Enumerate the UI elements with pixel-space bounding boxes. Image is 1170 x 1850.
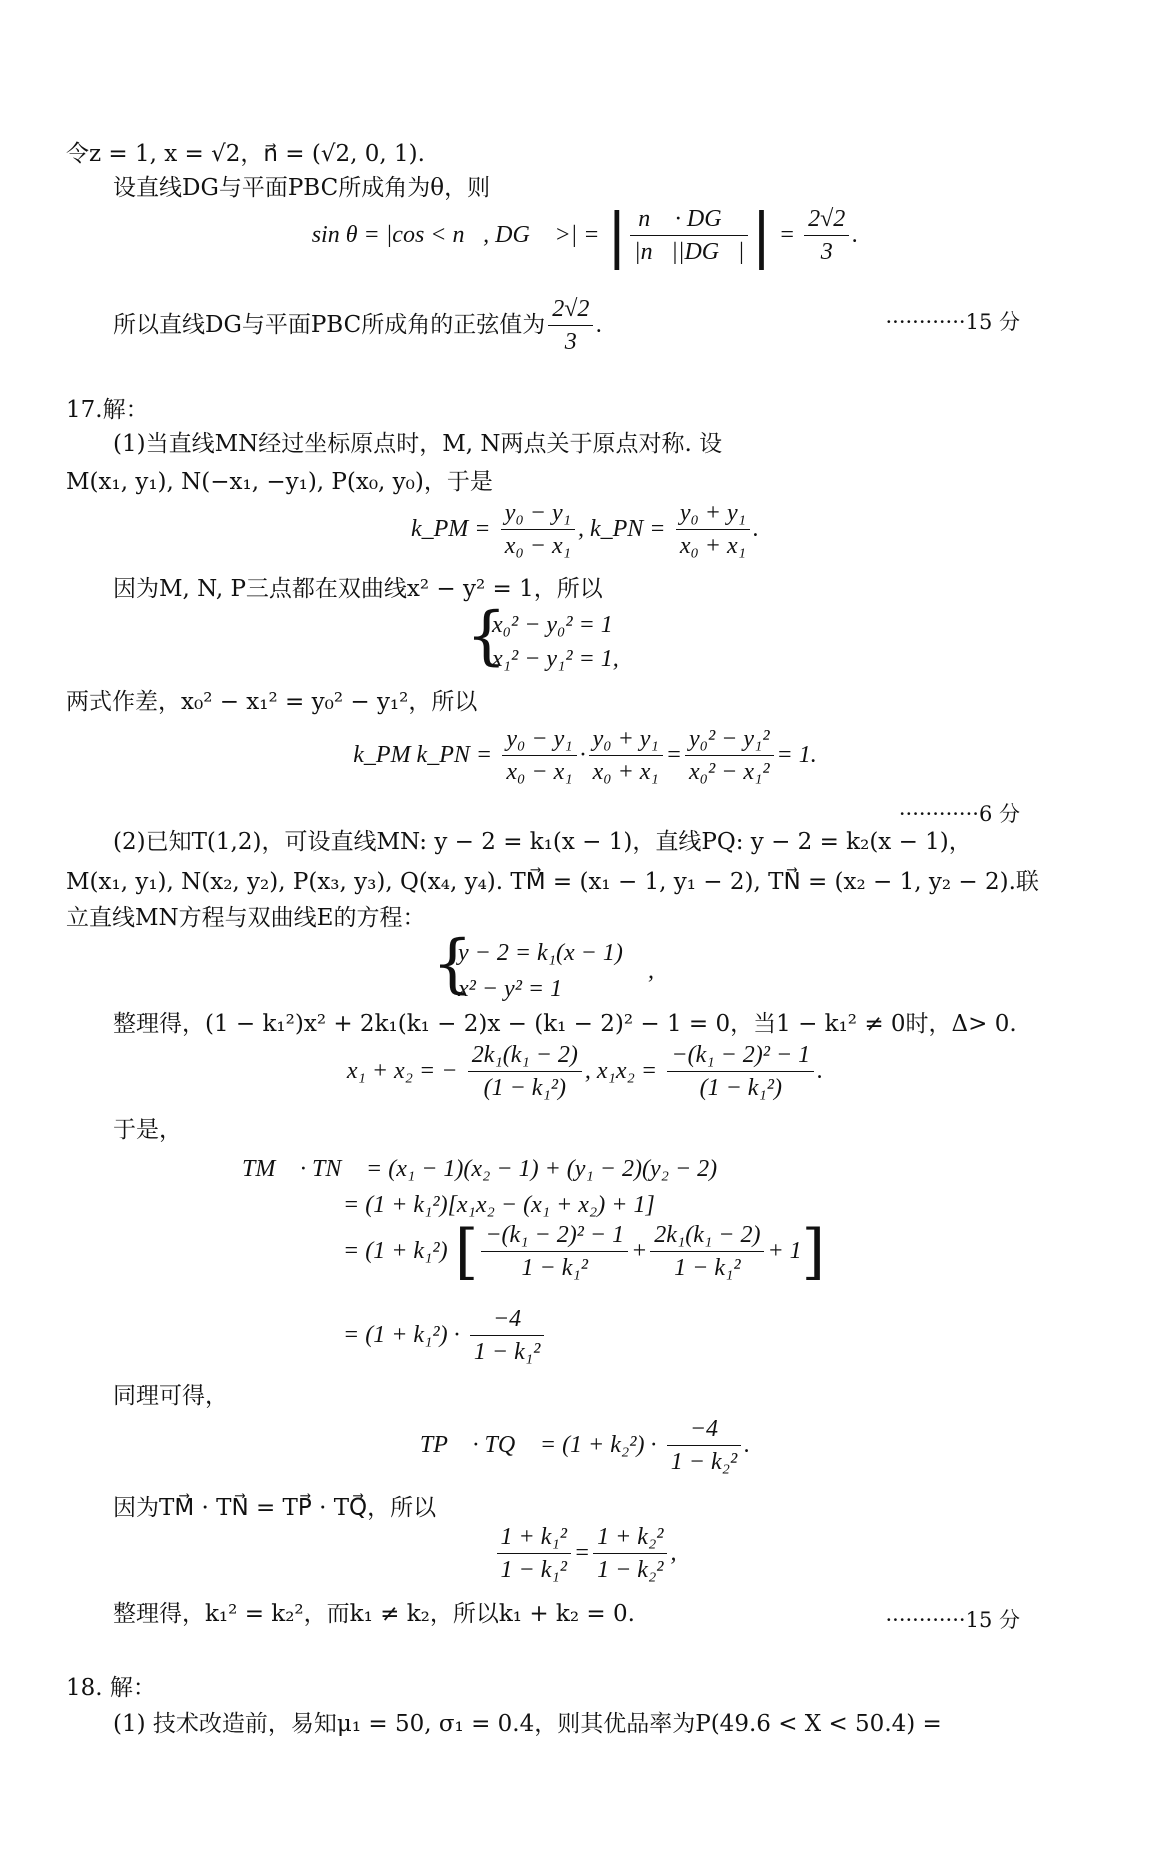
q17-p1: (1)当直线MN经过坐标原点时，M, N两点关于原点对称. 设	[113, 431, 723, 457]
product-result: = 1.	[776, 741, 817, 768]
sys2-eq1: y − 2 = k₁(x − 1)	[458, 940, 623, 966]
q17-p7: 立直线MN方程与双曲线E的方程：	[66, 905, 426, 931]
q17-product: k_PM k_PN = $\frac{\text{y₀ − y₁}}{\text{x₀ − x₁}}$ · $\frac{\text{y₀ + y₁}}{\text{x₀ + x₁}}$ = $\frac{\text{y₀² − y₁²}}{\text{x₀² − x₁²}}$ = 1.	[353, 726, 817, 786]
q17-p11: 因为TM⃗ · TN⃗ = TP⃗ · TQ⃗，所以	[113, 1495, 437, 1521]
frac-prod1: $\frac{\text{y₀ − y₁}}{\text{x₀ − x₁}}$	[502, 726, 576, 786]
q17-vieta: x₁ + x₂ = − $\frac{\text{2k₁(k₁ − 2)}}{\text{(1 − k₁²)}}$ , x₁x₂ = $\frac{\text{−(k₁ − 2)² − 1}}{\text{(1 − k₁²)}}$ .	[346, 1042, 824, 1102]
line4-left: = (1 + k₁²) ·	[343, 1321, 460, 1348]
score-15-q16: ············15 分	[885, 310, 1020, 334]
tp-tq-line: TP⃗ · TQ⃗ = (1 + k₂²) · $\frac{-4}{\text{1 − k₂²}}$ .	[419, 1416, 751, 1476]
q16-line1: 令z = 1, x = √2，n⃗ = (√2, 0, 1).	[66, 141, 425, 167]
bracket-open: [	[454, 1216, 479, 1287]
q17-slopes: k_PM = $\frac{\text{y₀ − y₁}}{\text{x₀ − x₁}}$ , k_PN = $\frac{\text{y₀ + y₁}}{\text{x₀ + x₁}}$ .	[410, 500, 759, 560]
frac-vieta-prod: $\frac{\text{−(k₁ − 2)² − 1}}{\text{(1 − k₁²)}}$	[667, 1042, 814, 1102]
frac-prod2: $\frac{\text{y₀ + y₁}}{\text{x₀ + x₁}}$	[589, 726, 663, 786]
sin-left: sin θ = |cos < n⃗, DG⃗ >| =	[311, 221, 600, 248]
sys1-eq2: x₁² − y₁² = 1,	[492, 646, 619, 672]
tp-left: TP⃗ · TQ⃗ = (1 + k₂²) ·	[419, 1431, 657, 1458]
frac-ratio-2: $\frac{\text{1 + k₂²}}{\text{1 − k₂²}}$	[593, 1524, 667, 1584]
line3-tail: + 1	[767, 1237, 802, 1264]
frac-prod3: $\frac{\text{y₀² − y₁²}}{\text{x₀² − x₁²}}$	[685, 726, 774, 786]
frac-result: $\frac{2√2}{3}$	[804, 206, 849, 266]
equal-ratio-line: $\frac{\text{1 + k₁²}}{\text{1 − k₁²}}$ = $\frac{\text{1 + k₂²}}{\text{1 − k₂²}}$ ,	[0, 1524, 1170, 1584]
vieta-prod-left: , x₁x₂ =	[584, 1057, 658, 1084]
q17-p12: 整理得，k₁² = k₂²，而k₁ ≠ k₂，所以k₁ + k₂ = 0.	[113, 1601, 635, 1627]
frac-kpm: $\frac{\text{y₀ − y₁}}{\text{x₀ − x₁}}$	[501, 500, 575, 560]
frac-ratio-1: $\frac{\text{1 + k₁²}}{\text{1 − k₁²}}$	[497, 1524, 571, 1584]
kpm-label: k_PM =	[410, 515, 491, 542]
sys2-eq2: x² − y² = 1	[458, 976, 563, 1002]
frac-kpn: $\frac{\text{y₀ + y₁}}{\text{x₀ + x₁}}$	[676, 500, 750, 560]
q16-conclusion: 所以直线DG与平面PBC所成角的正弦值为	[113, 311, 546, 338]
q18-p1: (1) 技术改造前，易知μ₁ = 50, σ₁ = 0.4，则其优品率为P(49.6 < X < 50.4) =	[113, 1711, 942, 1737]
frac-e4: $\frac{-4}{\text{1 − k₁²}}$	[470, 1306, 544, 1366]
score-15-q17: ············15 分	[885, 1608, 1020, 1632]
q17-p2: M(x₁, y₁), N(−x₁, −y₁), P(x₀, y₀)，于是	[66, 469, 493, 495]
line3-left: = (1 + k₁²)	[343, 1237, 448, 1264]
dot-product-line4	[343, 1306, 547, 1366]
left-brace-2: {	[432, 927, 473, 1001]
q17-p6: M(x₁, y₁), N(x₂, y₂), P(x₃, y₃), Q(x₄, y₄). TM⃗ = (x₁ − 1, y₁ − 2), TN⃗ = (x₂ − 1, y₂ − 2).联	[66, 869, 1039, 895]
abs-open: |	[606, 200, 627, 271]
sys2-comma: ,	[648, 958, 654, 984]
q16-line4: 所以直线DG与平面PBC所成角的正弦值为 $\frac{2√2}{3}$ .	[113, 296, 603, 356]
bracket-close: ]	[801, 1216, 826, 1287]
frac-e3-2: $\frac{\text{2k₁(k₁ − 2)}}{\text{1 − k₁²}}$	[650, 1222, 764, 1282]
left-brace: {	[466, 599, 507, 673]
frac-vieta-sum: $\frac{\text{2k₁(k₁ − 2)}}{\text{(1 − k₁²)}}$	[468, 1042, 582, 1102]
system-line-hyperbola	[432, 927, 692, 1010]
frac-sine-value: $\frac{2√2}{3}$	[548, 296, 593, 356]
q17-heading: 17.解：	[66, 397, 149, 423]
product-left: k_PM k_PN =	[353, 741, 493, 768]
q17-p8: 整理得，(1 − k₁²)x² + 2k₁(k₁ − 2)x − (k₁ − 2)² − 1 = 0，当1 − k₁² ≠ 0时，Δ> 0.	[113, 1011, 1017, 1037]
q16-sin-formula: sin θ = |cos < n⃗, DG⃗ >| = | $\frac{n⃗ \cdot DG⃗}{|n⃗||DG⃗|}$ | = $\frac{2√2}{3}$ .	[311, 200, 859, 271]
q17-p9: 于是，	[113, 1117, 182, 1143]
q16-line2: 设直线DG与平面PBC所成角为θ，则	[113, 175, 491, 201]
q17-p5: (2)已知T(1,2)，可设直线MN: y − 2 = k₁(x − 1)，直线PQ: y − 2 = k₂(x − 1)，	[113, 829, 972, 855]
dot-product-line3: = (1 + k₁²) [ $\frac{\text{−(k₁ − 2)² − 1}}{\text{1 − k₁²}}$ + $\frac{\text{2k₁(k₁ − 2)}}{\text{1 − k₁²}}$ + 1]	[343, 1216, 826, 1287]
dot-product-line1: TM⃗ · TN⃗ = (x₁ − 1)(x₂ − 1) + (y₁ − 2)(y₂ − 2)	[242, 1156, 718, 1182]
q17-p4: 两式作差，x₀² − x₁² = y₀² − y₁²，所以	[66, 689, 478, 715]
score-6: ············6 分	[898, 802, 1020, 826]
kpn-label: , k_PN =	[577, 515, 666, 542]
abs-close: |	[751, 200, 772, 271]
frac-e3-1: $\frac{\text{−(k₁ − 2)² − 1}}{\text{1 − k₁²}}$	[481, 1222, 628, 1282]
q17-p3: 因为M, N, P三点都在双曲线x² − y² = 1，所以	[113, 576, 603, 602]
frac-dot-over-norms: $\frac{n⃗ \cdot DG⃗}{|n⃗||DG⃗|}$	[630, 206, 748, 266]
q18-heading: 18. 解：	[66, 1675, 156, 1701]
vieta-sum-left: x₁ + x₂ = −	[346, 1057, 458, 1084]
frac-tp: $\frac{-4}{\text{1 − k₂²}}$	[667, 1416, 741, 1476]
q17-p10: 同理可得，	[113, 1383, 228, 1409]
sys1-eq1: x₀² − y₀² = 1	[492, 612, 613, 638]
dot-product-line2: = (1 + k₁²)[x₁x₂ − (x₁ + x₂) + 1]	[343, 1192, 655, 1218]
system-hyperbola	[466, 599, 666, 682]
